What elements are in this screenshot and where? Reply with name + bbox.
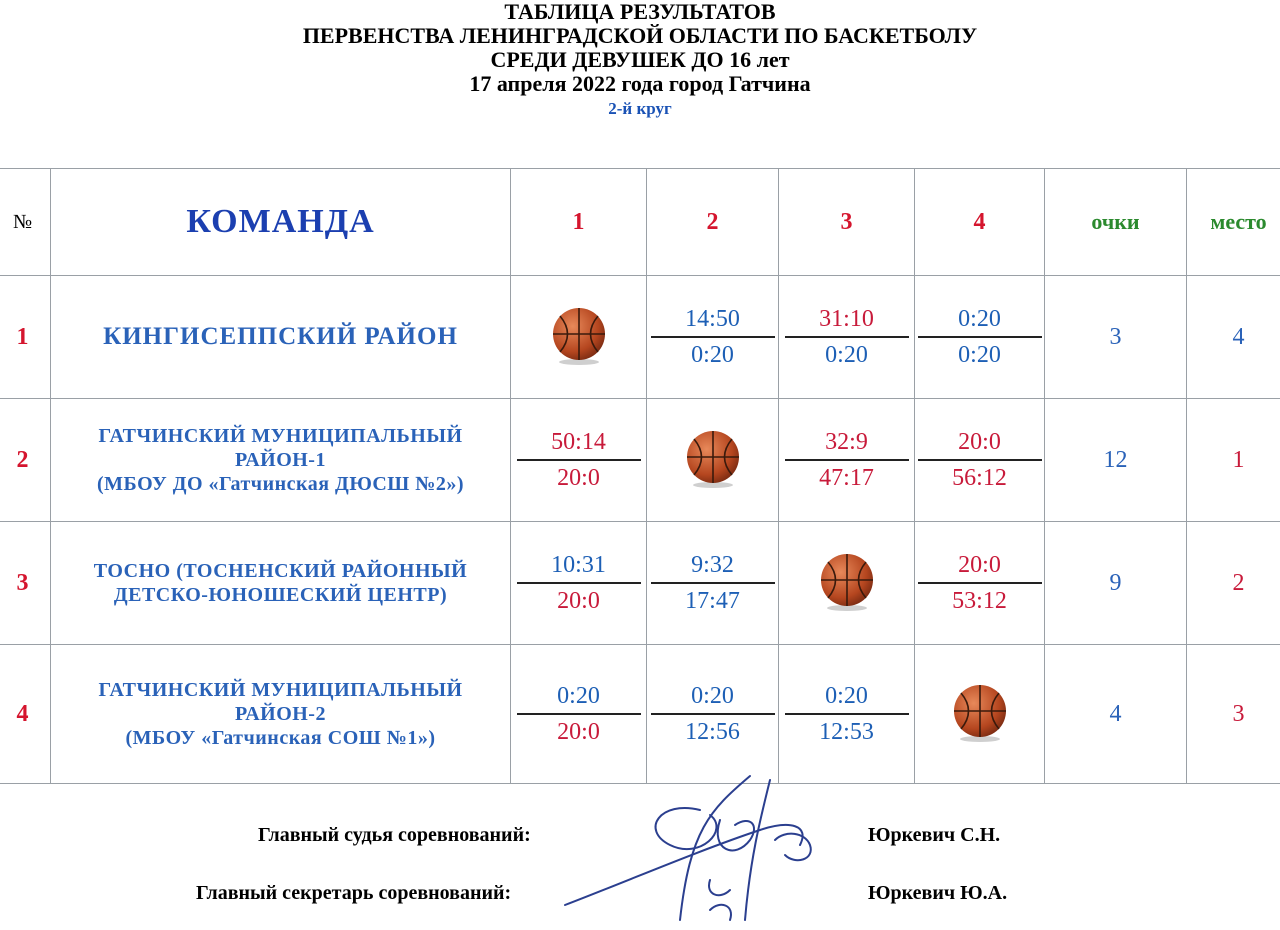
score-pair bbox=[651, 304, 775, 370]
score-top: 0:20 bbox=[517, 681, 641, 715]
score-cell bbox=[511, 399, 647, 522]
header-points-cell bbox=[1045, 169, 1187, 276]
row-num-cell bbox=[0, 399, 51, 522]
score-top: 31:10 bbox=[785, 304, 909, 338]
score-top: 32:9 bbox=[785, 427, 909, 461]
score-bottom: 20:0 bbox=[557, 465, 600, 491]
header-game-1: 1 bbox=[572, 208, 585, 235]
score-pair bbox=[517, 681, 641, 747]
score-pair bbox=[918, 427, 1042, 493]
score-top: 20:0 bbox=[918, 427, 1042, 461]
team-cell bbox=[51, 399, 511, 522]
team-name-line: ТОСНО (ТОСНЕНСКИЙ РАЙОННЫЙ bbox=[93, 560, 468, 582]
team-cell bbox=[51, 276, 511, 399]
chief-secretary-label: Главный секретарь соревнований: bbox=[196, 882, 512, 904]
score-pair bbox=[517, 550, 641, 616]
score-bottom: 53:12 bbox=[952, 588, 1007, 614]
header-team: КОМАНДА bbox=[186, 203, 375, 240]
score-cell bbox=[511, 522, 647, 645]
row-num-cell bbox=[0, 276, 51, 399]
place-value: 3 bbox=[1232, 700, 1245, 727]
score-bottom: 20:0 bbox=[557, 719, 600, 745]
place-cell bbox=[1187, 645, 1280, 784]
results-table bbox=[0, 168, 1280, 784]
basketball-icon bbox=[682, 427, 744, 489]
chief-secretary-name: Юркевич Ю.А. bbox=[868, 882, 1008, 904]
score-pair bbox=[785, 427, 909, 493]
title-line-3: СРЕДИ ДЕВУШЕК ДО 16 лет bbox=[490, 47, 790, 72]
score-bottom: 0:20 bbox=[825, 342, 868, 368]
header-game-4-cell bbox=[915, 169, 1045, 276]
score-cell bbox=[647, 522, 779, 645]
score-top: 10:31 bbox=[517, 550, 641, 584]
points-cell bbox=[1045, 276, 1187, 399]
team-name-line: ГАТЧИНСКИЙ МУНИЦИПАЛЬНЫЙ bbox=[98, 679, 463, 701]
points-cell bbox=[1045, 399, 1187, 522]
row-num: 2 bbox=[16, 446, 29, 473]
score-top: 0:20 bbox=[918, 304, 1042, 338]
team-cell bbox=[51, 645, 511, 784]
chief-judge-name: Юркевич С.Н. bbox=[868, 824, 1001, 846]
score-top: 9:32 bbox=[651, 550, 775, 584]
score-bottom: 12:53 bbox=[819, 719, 874, 745]
header-game-3: 3 bbox=[840, 208, 853, 235]
title-line-1: ТАБЛИЦА РЕЗУЛЬТАТОВ bbox=[504, 0, 776, 24]
header-num: № bbox=[12, 210, 33, 233]
score-cell bbox=[915, 276, 1045, 399]
chief-judge-label: Главный судья соревнований: bbox=[258, 824, 531, 846]
score-cell bbox=[779, 645, 915, 784]
score-cell bbox=[779, 399, 915, 522]
score-cell bbox=[647, 276, 779, 399]
score-pair bbox=[517, 427, 641, 493]
table-header-row bbox=[0, 169, 1280, 276]
score-top: 20:0 bbox=[918, 550, 1042, 584]
score-cell bbox=[779, 276, 915, 399]
header-num-cell bbox=[0, 169, 51, 276]
table-row bbox=[0, 645, 1280, 784]
diagonal-cell bbox=[511, 276, 647, 399]
points-value: 3 bbox=[1109, 323, 1122, 350]
diagonal-cell bbox=[647, 399, 779, 522]
team-cell bbox=[51, 522, 511, 645]
place-cell bbox=[1187, 276, 1280, 399]
document-header bbox=[0, 0, 1280, 120]
table-row bbox=[0, 399, 1280, 522]
team-name-line: РАЙОН-2 bbox=[235, 703, 326, 725]
signature-mark bbox=[560, 770, 860, 930]
header-game-3-cell bbox=[779, 169, 915, 276]
row-num: 3 bbox=[16, 569, 29, 596]
place-cell bbox=[1187, 522, 1280, 645]
header-team-cell bbox=[51, 169, 511, 276]
row-num: 4 bbox=[16, 700, 29, 727]
header-game-1-cell bbox=[511, 169, 647, 276]
score-bottom: 17:47 bbox=[685, 588, 740, 614]
diagonal-cell bbox=[779, 522, 915, 645]
basketball-icon bbox=[548, 304, 610, 366]
row-num: 1 bbox=[16, 323, 29, 350]
title-line-4: 17 апреля 2022 года город Гатчина bbox=[469, 71, 811, 96]
points-cell bbox=[1045, 645, 1187, 784]
points-cell bbox=[1045, 522, 1187, 645]
place-value: 1 bbox=[1232, 446, 1245, 473]
score-bottom: 20:0 bbox=[557, 588, 600, 614]
score-bottom: 12:56 bbox=[685, 719, 740, 745]
place-value: 2 bbox=[1232, 569, 1245, 596]
score-cell bbox=[647, 645, 779, 784]
score-pair bbox=[651, 550, 775, 616]
score-pair bbox=[918, 304, 1042, 370]
header-place: место bbox=[1210, 209, 1267, 234]
score-bottom: 0:20 bbox=[958, 342, 1001, 368]
header-points: очки bbox=[1091, 209, 1140, 234]
header-place-cell bbox=[1187, 169, 1280, 276]
score-pair bbox=[918, 550, 1042, 616]
round-label: 2-й круг bbox=[608, 99, 672, 118]
basketball-icon bbox=[816, 550, 878, 612]
row-num-cell bbox=[0, 645, 51, 784]
score-cell bbox=[915, 399, 1045, 522]
place-cell bbox=[1187, 399, 1280, 522]
score-cell bbox=[511, 645, 647, 784]
score-pair bbox=[785, 681, 909, 747]
team-name-line: ГАТЧИНСКИЙ МУНИЦИПАЛЬНЫЙ bbox=[98, 425, 463, 447]
points-value: 12 bbox=[1103, 446, 1128, 473]
score-bottom: 47:17 bbox=[819, 465, 874, 491]
points-value: 9 bbox=[1109, 569, 1122, 596]
score-cell bbox=[915, 522, 1045, 645]
team-name-line: ДЕТСКО-ЮНОШЕСКИЙ ЦЕНТР) bbox=[113, 584, 448, 606]
results-table-body bbox=[0, 169, 1280, 784]
place-value: 4 bbox=[1232, 323, 1245, 350]
team-name-line: РАЙОН-1 bbox=[235, 449, 326, 471]
score-top: 14:50 bbox=[651, 304, 775, 338]
row-num-cell bbox=[0, 522, 51, 645]
team-name-line: (МБОУ ДО «Гатчинская ДЮСШ №2») bbox=[96, 473, 464, 495]
table-row bbox=[0, 522, 1280, 645]
score-top: 50:14 bbox=[517, 427, 641, 461]
points-value: 4 bbox=[1109, 700, 1122, 727]
header-game-2-cell bbox=[647, 169, 779, 276]
team-name-line: (МБОУ «Гатчинская СОШ №1») bbox=[125, 727, 436, 749]
score-top: 0:20 bbox=[785, 681, 909, 715]
header-game-4: 4 bbox=[973, 208, 986, 235]
team-name-line: КИНГИСЕППСКИЙ РАЙОН bbox=[103, 323, 458, 350]
basketball-icon bbox=[949, 681, 1011, 743]
score-pair bbox=[785, 304, 909, 370]
score-bottom: 56:12 bbox=[952, 465, 1007, 491]
score-top: 0:20 bbox=[651, 681, 775, 715]
score-bottom: 0:20 bbox=[691, 342, 734, 368]
score-pair bbox=[651, 681, 775, 747]
table-row bbox=[0, 276, 1280, 399]
title-line-2: ПЕРВЕНСТВА ЛЕНИНГРАДСКОЙ ОБЛАСТИ ПО БАСКЕТБОЛУ bbox=[302, 23, 978, 48]
header-game-2: 2 bbox=[706, 208, 719, 235]
diagonal-cell bbox=[915, 645, 1045, 784]
